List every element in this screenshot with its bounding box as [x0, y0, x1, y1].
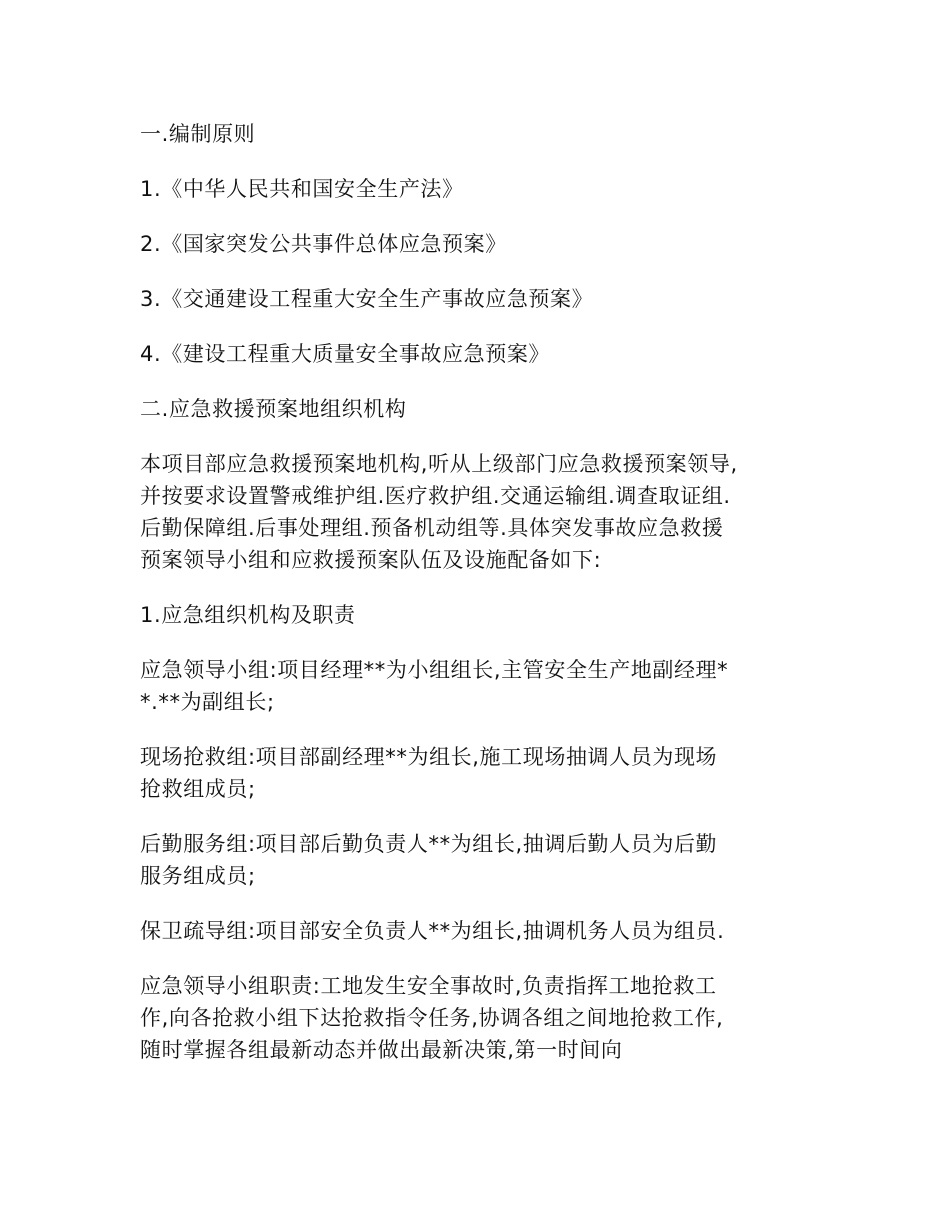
- heading-compilation-principles: 一.编制原则: [140, 122, 256, 146]
- reference-item-3: 3.《交通建设工程重大安全生产事故应急预案》: [140, 287, 594, 311]
- rescue-group-paragraph: 现场抢救组:项目部副经理**为组长,施工现场抽调人员为现场 抢救组成员;: [140, 745, 718, 801]
- leadership-duties-paragraph: 应急领导小组职责:工地发生安全事故时,负责指挥工地抢救工 作,向各抢救小组下达抢救指令任务,协调各组之间地抢救工作, 随时掌握各组最新动态并做出最新决策,第一时间向: [140, 974, 724, 1062]
- reference-item-2: 2.《国家突发公共事件总体应急预案》: [140, 232, 507, 256]
- organization-paragraph: 本项目部应急救援预案地机构,听从上级部门应急救援预案领导, 并按要求设置警戒维护组.医疗救护组.交通运输组.调查取证组. 后勤保障组.后事处理组.预备机动组等.具体突发事故应急救援 预案领导小组和应救援预案队伍及设施配备如下:: [140, 452, 738, 572]
- reference-item-4: 4.《建设工程重大质量安全事故应急预案》: [140, 342, 551, 366]
- logistics-group-paragraph: 后勤服务组:项目部后勤负责人**为组长,抽调后勤人员为后勤 服务组成员;: [140, 832, 718, 888]
- heading-organization: 二.应急救援预案地组织机构: [140, 397, 407, 421]
- document-body: [140, 118, 820, 1089]
- security-group-paragraph: 保卫疏导组:项目部安全负责人**为组长,抽调机务人员为组员.: [140, 919, 725, 943]
- leadership-group-paragraph: 应急领导小组:项目经理**为小组组长,主管安全生产地副经理* *.**为副组长;: [140, 658, 729, 714]
- heading-responsibilities: 1.应急组织机构及职责: [140, 603, 356, 627]
- reference-item-1: 1.《中华人民共和国安全生产法》: [140, 177, 464, 201]
